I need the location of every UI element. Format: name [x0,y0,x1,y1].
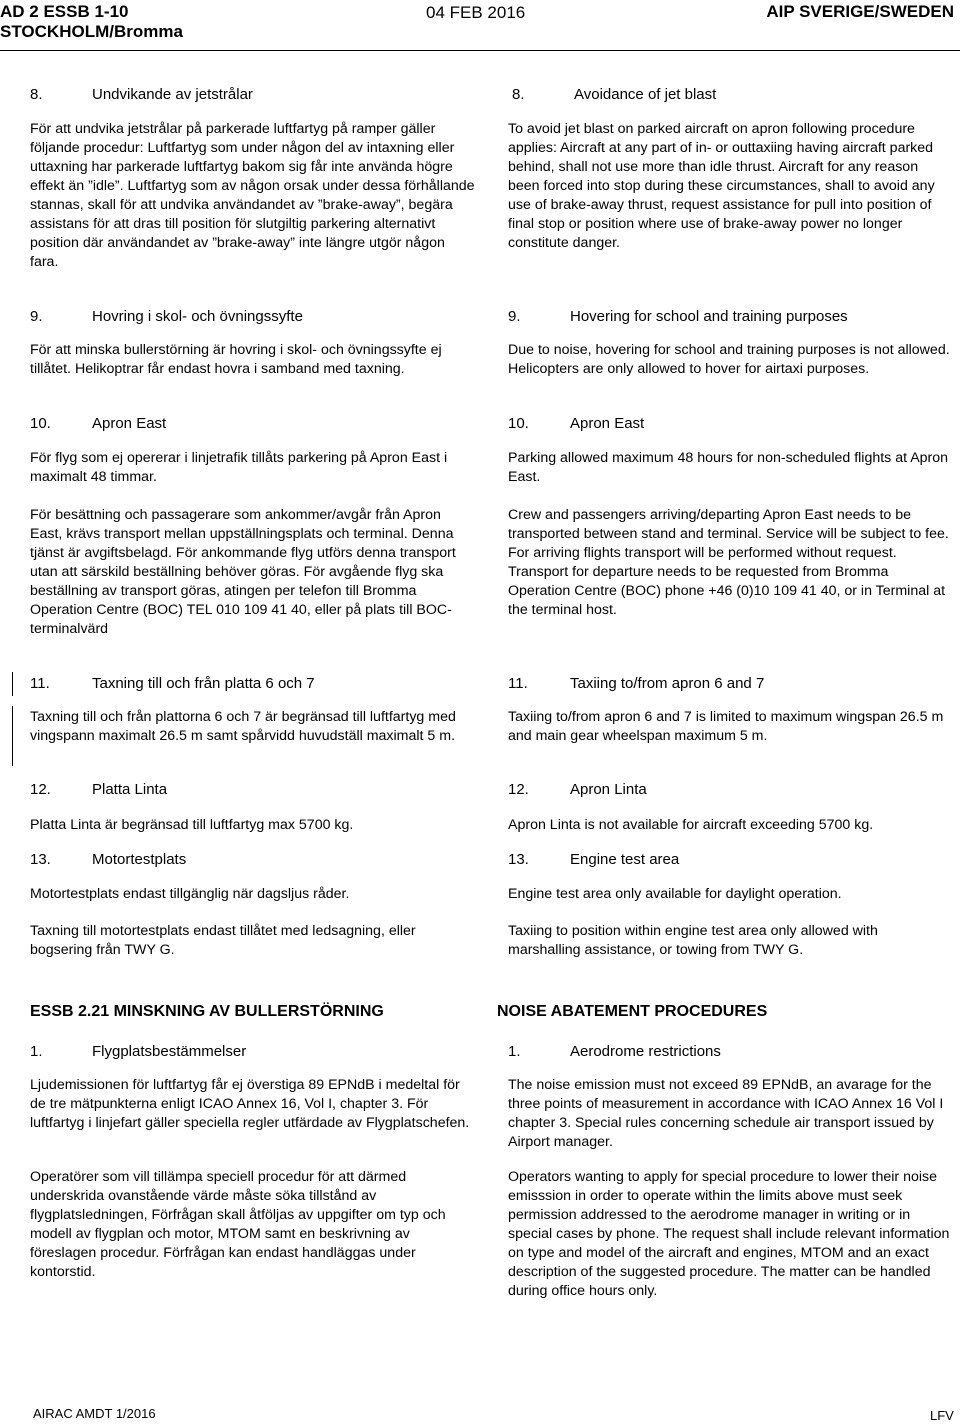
s10-sv-text-1: För flyg som ej opererar i linjetrafik tillåts parkering på Apron East i maximalt 48 timmar. [30,450,448,485]
publication-date: 04 FEB 2016 [426,3,526,22]
s10-en-text-1: Parking allowed maximum 48 hours for non-scheduled flights at Apron East. [508,450,949,485]
publisher: AIP SVERIGE/SWEDEN [766,2,954,21]
n1-en-text-2: Operators wanting to apply for special procedure to lower their noise emisssion in order to operate within the limits above must seek permission addressed to the aerodrome manager in writing or in special cases by phone. The request shall include relevant information on type and model of the aircraft and engines, MTOM and an exact description of the suggested procedure. The matter can be handled during office hours only. [508,1169,950,1299]
agency-mark: LFV [930,1408,954,1423]
s10-sv-text-2: För besättning och passagerare som ankommer/avgår från Apron East, krävs transport mellan uppställningsplats och terminal. Denna tjänst är avgiftsbelagd. För ankommande flyg utförs denna transport utan att särskild beställning behöver göras. För avgående flyg ska beställning av transport göras, atingen per telefon till Bromma Operation Centre (BOC) TEL 010 109 41 40, eller på plats till BOC-terminalvärd [30,507,456,637]
header-rule [0,50,960,51]
s8-sv-text: För att undvika jetstrålar på parkerade luftfartyg på ramper gäller följande procedur: Luftfartyg som under någon del av intaxning eller uttaxning har parkerade luftfartyg bakom sig får inte använda högre effekt än ”idle”. Luftfartyg som av någon orsak under dessa förhållande stannas, skall för att undvika användandet av ”brake-away”, begära assistans för att dras till position för slutgiltig parkering alternativt position där användandet av ”brake-away” inte längre utgör någon fara. [30,121,475,270]
doc-reference: AD 2 ESSB 1-10 [0,2,129,21]
s10-en-heading: 10. Apron East [508,415,645,432]
s8-en-heading: 8. Avoidance of jet blast [512,86,717,103]
s13-en-text-1: Engine test area only available for daylight operation. [508,886,842,902]
s11-sv-text: Taxning till och från plattorna 6 och 7 är begränsad till luftfartyg med vingspann maximalt 26.5 m samt spårvidd huvudställ maximalt 5 m. [30,709,456,744]
change-bar [12,672,13,696]
s13-sv-heading: 13. Motortestplats [30,851,187,868]
n1-sv-text-1: Ljudemissionen för luftfartyg får ej överstiga 89 EPNdB i medeltal för de tre mätpunkterna enligt ICAO Annex 16, Vol I, chapter 3. För luftfartyg i linjefart gäller speciella regler utfärdade av Flygplatschefen. [30,1077,470,1131]
s13-en-heading: 13. Engine test area [508,851,680,868]
s12-en-heading: 12. Apron Linta [508,781,647,798]
s11-en-heading: 11. Taxiing to/from apron 6 and 7 [508,675,765,692]
essb-2-21-sv-heading: ESSB 2.21 MINSKNING AV BULLERSTÖRNING [30,1003,384,1020]
s9-en-text: Due to noise, hovering for school and training purposes is not allowed. Helicopters are only allowed to hover for airtaxi purposes. [508,342,950,377]
s10-en-text-2: Crew and passengers arriving/departing Apron East needs to be transported between stand and terminal. Service will be subject to fee. For arriving flights transport will be performed without request. Transport for departure needs to be requested from Bromma Operation Centre (BOC) phone +46 (0)10 109 41 40, or in Terminal at the terminal host. [508,507,949,618]
change-bar [12,706,13,766]
s13-sv-text-1: Motortestplats endast tillgänglig när dagsljus råder. [30,886,350,902]
s13-sv-text-2: Taxning till motortestplats endast tillåtet med ledsagning, eller bogsering från TWY G. [30,923,416,958]
s9-sv-heading: 9. Hovring i skol- och övningssyfte [30,308,303,325]
essb-2-21-en-heading: NOISE ABATEMENT PROCEDURES [497,1003,768,1020]
s8-en-text: To avoid jet blast on parked aircraft on apron following procedure applies: Aircraft at any part of in- or outtaxiing having aircraft parked behind, shall not use more than idle thrust. Aircraft for any reason been forced into stop during these circumstances, shall to avoid any use of brake-away thrust, request assistance for pull into position of final stop or position where use of brake-away power no longer constitute danger. [508,121,935,251]
s12-sv-heading: 12. Platta Linta [30,781,168,798]
s8-sv-heading: 8. Undvikande av jetstrålar [30,86,253,103]
airport-name: STOCKHOLM/Bromma [0,22,183,41]
s13-en-text-2: Taxiing to position within engine test area only allowed with marshalling assistance, or towing from TWY G. [508,923,878,958]
s11-en-text: Taxiing to/from apron 6 and 7 is limited to maximum wingspan 26.5 m and main gear wheelspan maximum 5 m. [508,709,944,744]
s9-en-heading: 9. Hovering for school and training purposes [508,308,848,325]
s11-sv-heading: 11. Taxning till och från platta 6 och 7 [30,675,315,692]
s12-en-text: Apron Linta is not available for aircraft exceeding 5700 kg. [508,817,874,833]
s12-sv-text: Platta Linta är begränsad till luftfartyg max 5700 kg. [30,817,354,833]
s9-sv-text: För att minska bullerstörning är hovring i skol- och övningssyfte ej tillåtet. Helikoptrar får endast hovra i samband med taxning. [30,342,442,377]
n1-sv-heading: 1. Flygplatsbestämmelser [30,1043,247,1060]
n1-sv-text-2: Operatörer som vill tillämpa speciell procedur för att därmed underskrida ovanstående värde måste söka tillstånd av flygplatsledningen, Förfrågan skall åtföljas av uppgifter om typ och modell av flygplan och motor, MTOM samt en beskrivning av föreslagen procedur. Förfrågan kan endast handläggas under kontorstid. [30,1169,446,1280]
s10-sv-heading: 10. Apron East [30,415,167,432]
n1-en-text-1: The noise emission must not exceed 89 EPNdB, an avarage for the three points of measurement in accordance with ICAO Annex 16 Vol I chapter 3. Special rules concerning schedule air transport issued by Airport manager. [508,1077,944,1150]
airac-amendment: AIRAC AMDT 1/2016 [33,1406,156,1421]
n1-en-heading: 1. Aerodrome restrictions [508,1043,721,1060]
